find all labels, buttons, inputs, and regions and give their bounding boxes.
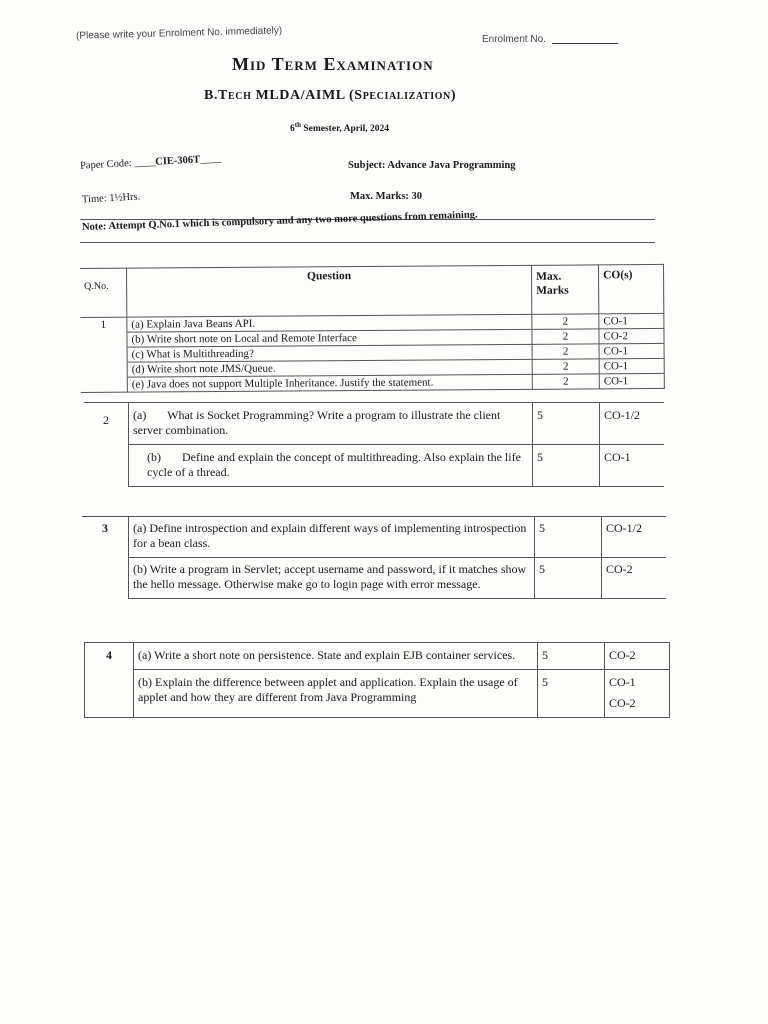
question-text: Write a short note on persistence. State and explain EJB container services. xyxy=(154,648,516,662)
question-co: CO-2 xyxy=(605,643,670,670)
table-row xyxy=(82,558,666,599)
question-number: 3 xyxy=(82,517,129,599)
part-label: (b) xyxy=(138,675,152,689)
semester-suffix: th xyxy=(294,121,301,129)
question-co: CO-1 xyxy=(599,373,664,388)
question-co-cell xyxy=(605,670,670,718)
semester-info xyxy=(290,121,389,134)
question-marks: 2 xyxy=(532,374,599,389)
part-label: (b) xyxy=(133,562,147,576)
question-co: CO-2 xyxy=(599,328,664,343)
question-marks: 5 xyxy=(533,445,600,487)
header-qno: Q.No. xyxy=(80,268,127,317)
question-text: Define and explain the concept of multithreading. Also explain the life cycle of a thread. xyxy=(147,450,521,479)
header-cos: CO(s) xyxy=(598,264,663,313)
header-question: Question xyxy=(127,265,532,317)
question-table-3 xyxy=(82,516,666,599)
question-table-4 xyxy=(84,642,670,718)
question-marks: 5 xyxy=(535,517,602,558)
question-text: (e) Java does not support Multiple Inheritance. Justify the statement. xyxy=(127,374,532,392)
table-row xyxy=(82,517,666,558)
question-table-2 xyxy=(84,402,664,487)
question-number: 1 xyxy=(80,317,127,332)
exam-title: Mid Term Examination xyxy=(232,54,434,74)
question-marks: 5 xyxy=(533,403,600,445)
part-label: (a) xyxy=(138,648,152,662)
question-text-cell xyxy=(134,643,538,670)
question-number: 4 xyxy=(85,643,134,718)
question-marks: 2 xyxy=(532,359,599,374)
question-co: CO-1 xyxy=(599,343,664,358)
question-number-blank xyxy=(81,347,128,362)
header-max-marks: Max. Marks xyxy=(531,265,598,314)
paper-code-label: Paper Code: xyxy=(79,158,132,172)
question-text-cell xyxy=(129,517,535,558)
question-text-cell xyxy=(129,445,533,487)
enrolment-instruction: (Please write your Enrolment No. immediately) xyxy=(75,25,283,42)
table-row xyxy=(85,670,670,718)
question-co: CO-1 xyxy=(600,445,665,487)
subject: Subject: Advance Java Programming xyxy=(348,160,516,171)
exam-note: Note: Attempt Q.No.1 which is compulsory and any two more questions from remaining. xyxy=(81,209,478,233)
question-co: CO-2 xyxy=(602,558,667,599)
table-header-row xyxy=(80,264,664,317)
question-co: CO-1/2 xyxy=(600,403,665,445)
question-text: Write a program in Servlet; accept username and password, if it matches show the hello message. Otherwise make go to login page with error message. xyxy=(133,562,527,591)
question-text: (d) Write short note JMS/Queue. xyxy=(127,359,532,377)
question-table-1 xyxy=(80,264,665,393)
question-co: CO-1 xyxy=(599,313,664,328)
table-row xyxy=(84,403,664,445)
question-number-blank xyxy=(81,377,128,392)
enrolment-blank-line xyxy=(552,43,618,44)
question-number-blank xyxy=(80,332,127,347)
question-text: What is Socket Programming? Write a program to illustrate the client server combination. xyxy=(133,408,501,437)
question-co: CO-1 xyxy=(609,675,636,689)
question-text: Define introspection and explain different ways of implementing introspection for a bean class. xyxy=(133,521,527,550)
exam-time: Time: 1½Hrs. xyxy=(81,191,141,206)
paper-code: Paper Code: ____CIE-306T____ xyxy=(79,153,222,172)
note-bottom-rule xyxy=(80,242,655,243)
question-text: (b) Write short note on Local and Remote Interface xyxy=(127,329,532,347)
question-co-secondary: CO-2 xyxy=(609,696,636,710)
part-label: (a) xyxy=(133,521,147,535)
question-number-blank xyxy=(81,362,128,377)
question-text-cell xyxy=(129,558,535,599)
question-co: CO-1 xyxy=(599,358,664,373)
question-text-cell xyxy=(129,403,533,445)
paper-code-value: CIE-306T xyxy=(154,154,201,168)
question-text: (a) Explain Java Beans API. xyxy=(127,314,532,332)
question-text: Explain the difference between applet and application. Explain the usage of applet and how they are different from Java Programming xyxy=(138,675,518,704)
table-row xyxy=(85,643,670,670)
question-marks: 5 xyxy=(538,643,605,670)
table-row xyxy=(84,445,664,487)
question-marks: 5 xyxy=(535,558,602,599)
question-number: 2 xyxy=(84,403,129,487)
enrolment-number-field[interactable] xyxy=(482,34,618,45)
question-marks: 2 xyxy=(532,329,599,344)
question-text-cell xyxy=(134,670,538,718)
program-name: B.Tech MLDA/AIML (Specialization) xyxy=(204,88,457,103)
max-marks: Max. Marks: 30 xyxy=(350,191,423,202)
question-marks: 2 xyxy=(532,314,599,329)
question-marks: 2 xyxy=(532,344,599,359)
semester-number: 6 xyxy=(290,124,295,135)
question-text: (c) What is Multithreading? xyxy=(127,344,532,362)
question-marks: 5 xyxy=(538,670,605,718)
part-label: (a) xyxy=(133,408,147,422)
part-label: (b) xyxy=(147,450,161,464)
question-co: CO-1/2 xyxy=(602,517,667,558)
semester-date: Semester, April, 2024 xyxy=(303,124,390,135)
enrolment-label: Enrolment No. xyxy=(482,34,546,45)
